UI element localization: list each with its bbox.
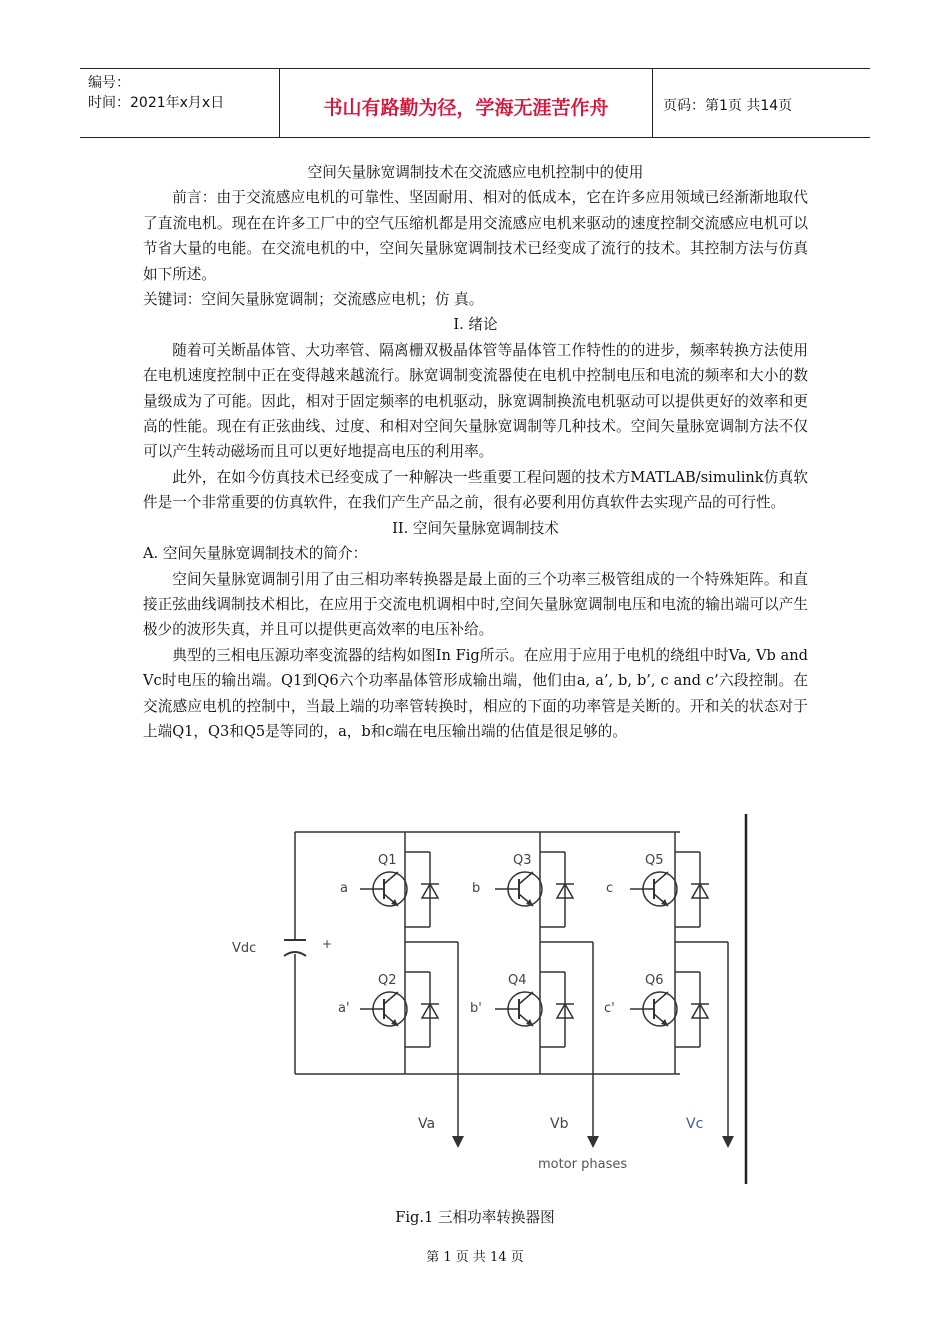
gate-c-label: c [606,881,614,896]
section1-heading: I. 绪论 [453,316,498,334]
q3-label: Q3 [513,853,532,868]
section1-paragraph-1: 随着可关断晶体管、大功率管、隔离栅双极晶体管等晶体管工作特性的的进步，频率转换方法使用在电机速度控制中正在变得越来越流行。脉宽调制变流器使在电机中控制电压和电流的频率和大小的数量级成为了可能。因此，相对于固定频率的电机驱动，脉宽调制换流电机驱动可以提供更好的效率和更高的性能。现在有正弦曲线、过度、和相对空间矢量脉宽调制等几种技术。空间矢量脉宽调制方法不仅可以产生转动磁场而且可以更好地提高电压的利用率。 [143,341,808,461]
q6-label: Q6 [645,973,664,988]
preface-paragraph: 前言：由于交流感应电机的可靠性、坚固耐用、相对的低成本，它在许多应用领域已经渐渐地取代了直流电机。现在在许多工厂中的空气压缩机都是用交流感应电机来驱动的速度控制交流感应电机可以节省大量的电能。在交流电机的中，空间矢量脉宽调制技术已经变成了流行的技术。其控制方法与仿真如下所述。 [143,189,808,283]
gate-a-prime-label: a' [338,1001,350,1016]
leg-c [604,832,728,1142]
q2-label: Q2 [378,973,397,988]
gate-c-prime-label: c' [604,1001,615,1016]
section2-heading: II. 空间矢量脉宽调制技术 [392,519,559,537]
figure-caption: Fig.1 三相功率转换器图 [395,1209,555,1226]
time-label: 时间：2021年x月x日 [88,95,225,111]
gate-a-label: a [340,881,348,896]
vdc-label: Vdc [232,941,257,956]
leg-a [338,832,458,1142]
vb-label: Vb [550,1116,569,1132]
transistor-icon [360,992,407,1026]
gate-b-prime-label: b' [470,1001,482,1016]
page-footer: 第 1 页 共 14 页 [426,1250,524,1265]
section2-paragraph-2: 典型的三相电压源功率变流器的结构如图In Fig所示。在应用于应用于电机的绕组中时Va, Vb and Vc时电压的输出端。Q1到Q6六个功率晶体管形成输出端，他们由a, a’, b, b’, c and c’六段控制。在交流感应电机的控制中，当最上端的功率管转换时，相应的下面的功率管是关断的。开和关的状态对于上端Q1，Q3和Q5是等同的，a，b和c端在电压输出端的估值是很足够的。 [143,646,808,740]
header-meta [80,69,280,137]
transistor-icon [495,992,542,1026]
motor-phases-label: motor phases [538,1157,628,1172]
transistor-icon [360,872,407,906]
document-body [143,160,808,744]
q4-label: Q4 [508,973,527,988]
keywords: 关键词：空间矢量脉宽调制；交流感应电机；仿 真。 [143,291,484,309]
va-label: Va [418,1116,436,1132]
transistor-icon [495,872,542,906]
gate-b-label: b [472,881,481,896]
section2-paragraph-1: 空间矢量脉宽调制引用了由三相功率转换器是最上面的三个功率三极管组成的一个特殊矩阵。和直接正弦曲线调制技术相比，在应用于交流电机调相中时,空间矢量脉宽调制电压和电流的输出端可以产生极少的波形失真，并且可以提供更高效率的电压补给。 [143,570,808,639]
transistor-icon [630,992,677,1026]
header-page-info: 页码：第1页 共14页 [663,98,793,114]
header-motto: 书山有路勤为径，学海无涯苦作舟 [280,69,653,137]
subsection-a-heading: A. 空间矢量脉宽调制技术的简介： [143,545,368,563]
plus-label: + [322,937,333,951]
q1-label: Q1 [378,853,397,868]
number-label: 编号： [88,75,130,91]
vc-label: Vc [686,1116,704,1132]
q5-label: Q5 [645,853,664,868]
three-phase-inverter-figure [232,812,760,1192]
leg-b [470,832,593,1142]
transistor-icon [630,872,677,906]
doc-title: 空间矢量脉宽调制技术在交流感应电机控制中的使用 [307,164,644,181]
section1-paragraph-2: 此外，在如今仿真技术已经变成了一种解决一些重要工程问题的技术方MATLAB/simulink仿真软件是一个非常重要的仿真软件，在我们产生产品之前，很有必要利用仿真软件去实现产品的可行性。 [143,468,808,512]
page-header [80,68,870,138]
